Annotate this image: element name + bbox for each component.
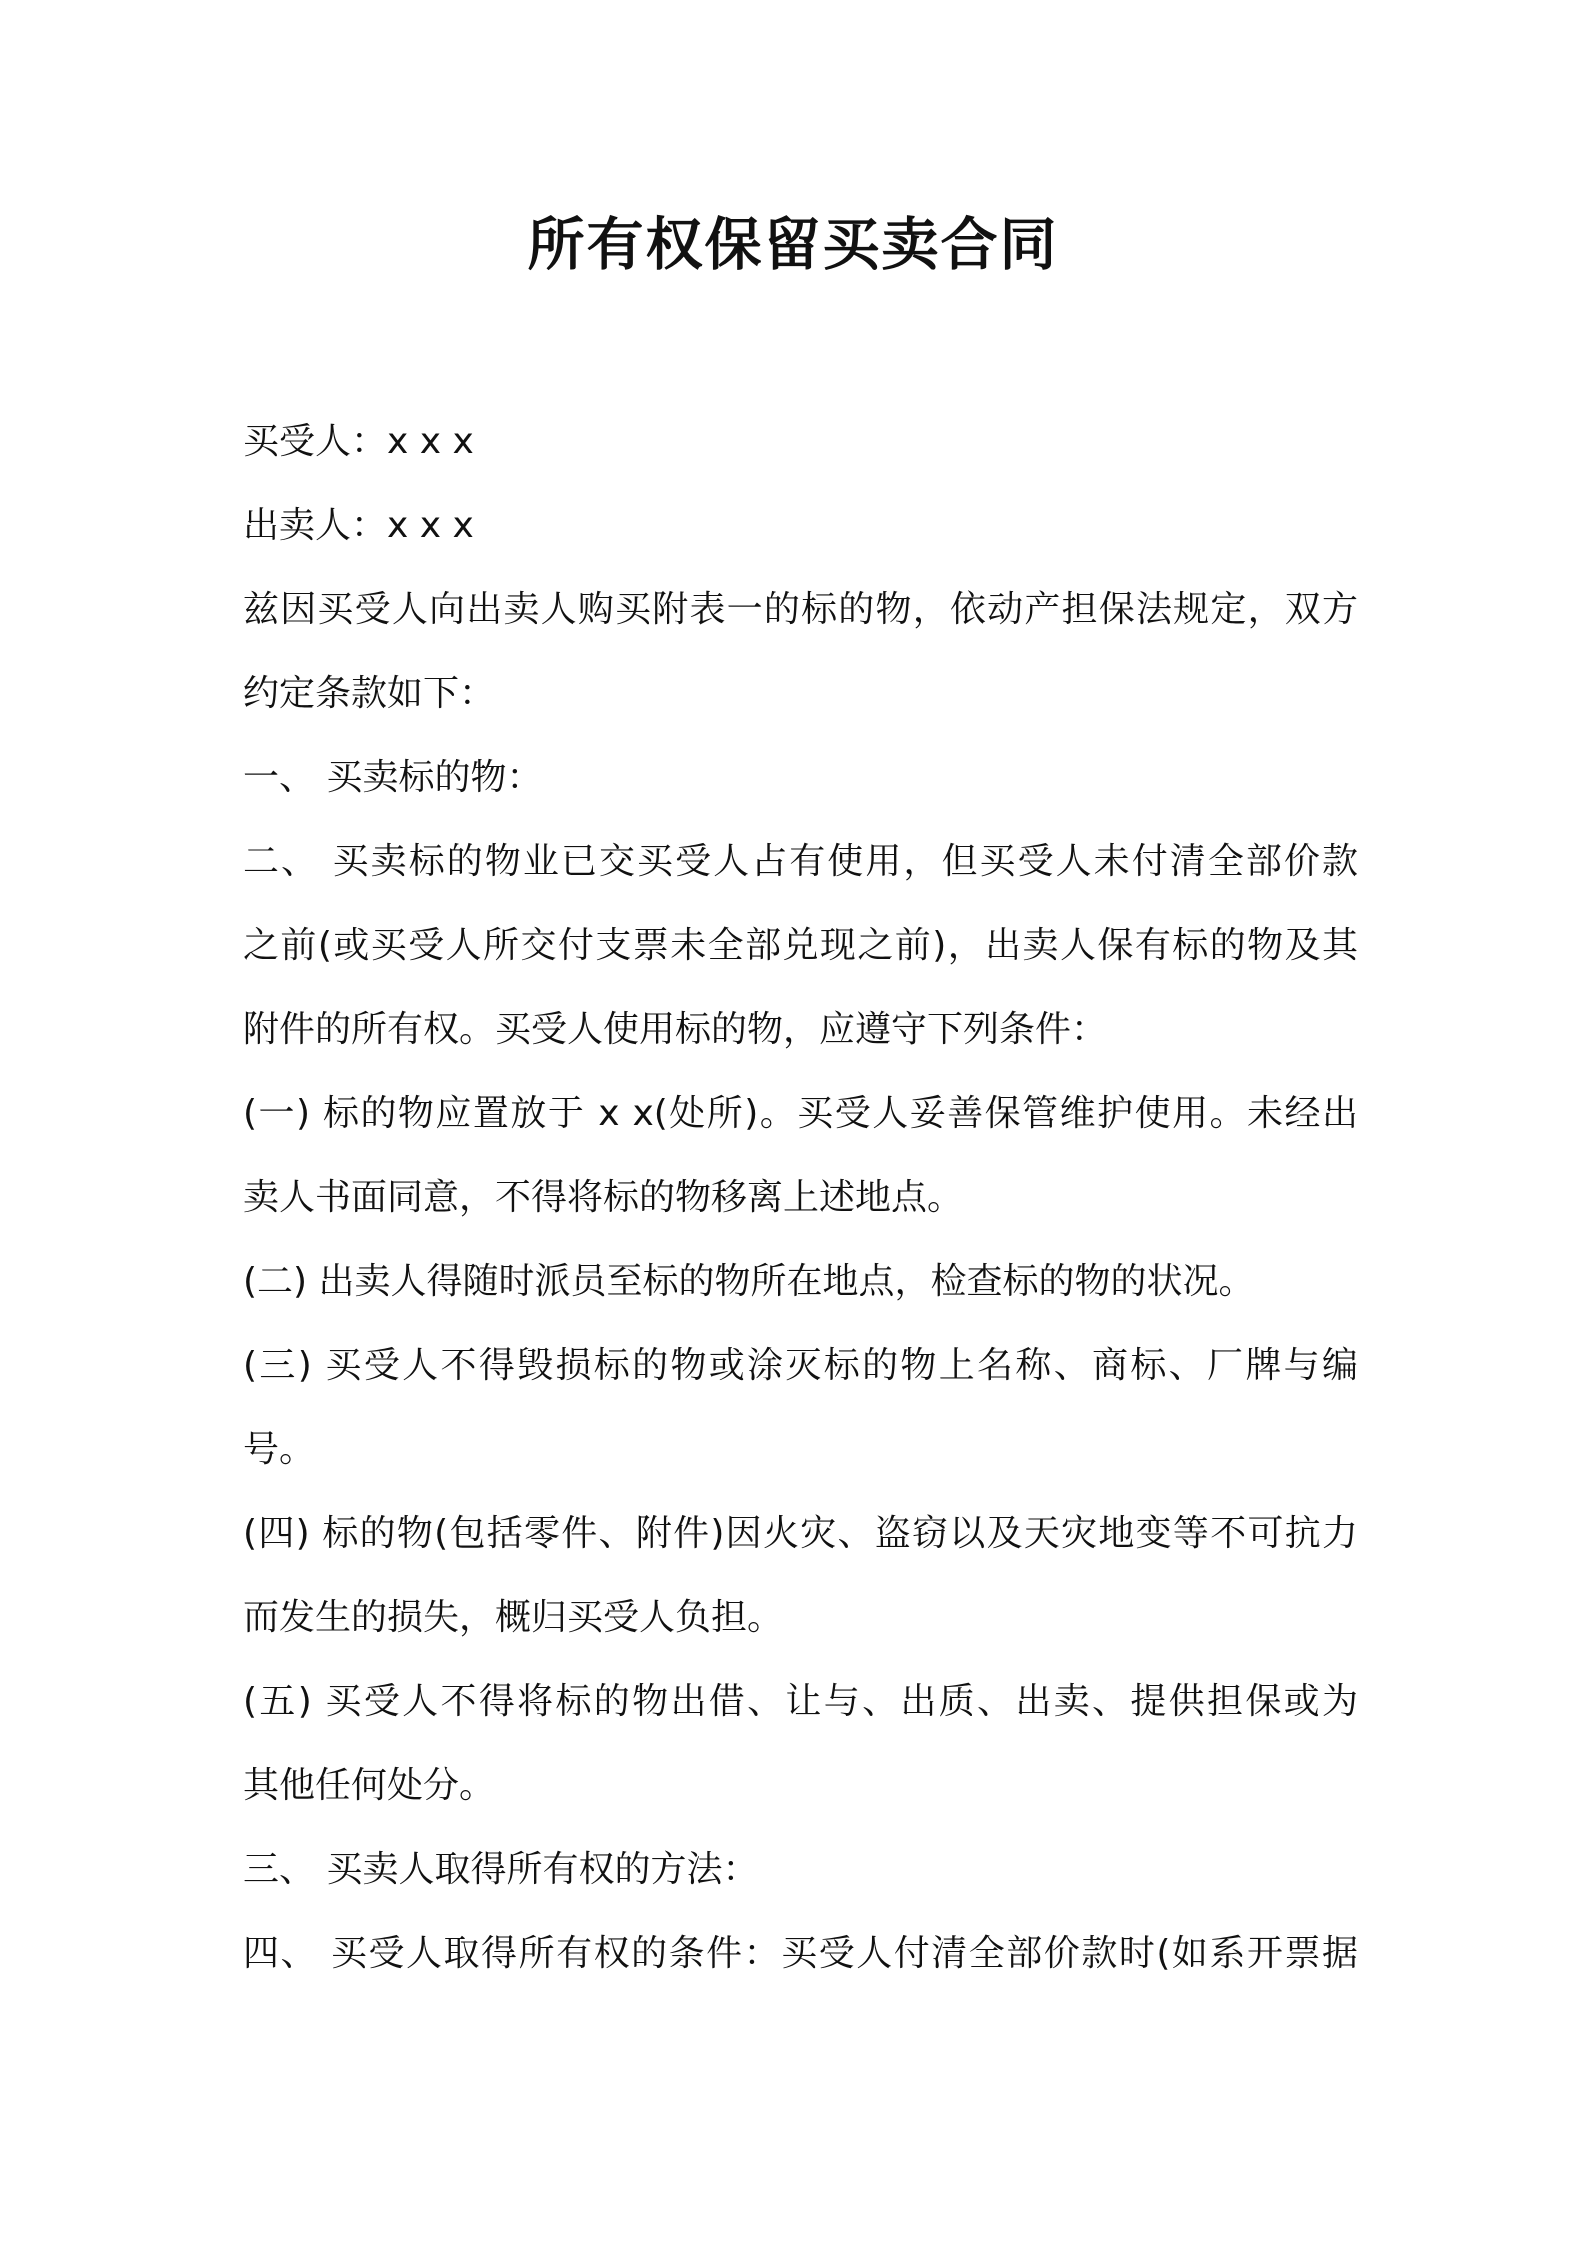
contract-body [243, 400, 1358, 1996]
seller-line: 出卖人：x x x [243, 505, 474, 546]
condition-5-line: (五) 买受人不得将标的物出借、让与、出质、出卖、提供担保或为 [243, 1681, 1358, 1722]
condition-3-line: 号。 [243, 1429, 316, 1470]
clause-2-line: 二、 买卖标的物业已交买受人占有使用，但买受人未付清全部价款 [243, 841, 1358, 882]
clause-4-line: 四、 买受人取得所有权的条件：买受人付清全部价款时(如系开票据 [243, 1933, 1358, 1974]
clause-1-line: 一、 买卖标的物： [243, 757, 543, 798]
preamble-line: 兹因买受人向出卖人购买附表一的标的物，依动产担保法规定，双方 [243, 589, 1358, 630]
condition-1-line: (一) 标的物应置放于 x x(处所)。买受人妥善保管维护使用。未经出 [243, 1093, 1358, 1134]
condition-1-line: 卖人书面同意，不得将标的物移离上述地点。 [243, 1177, 964, 1218]
clause-2-line: 附件的所有权。买受人使用标的物，应遵守下列条件： [243, 1009, 1108, 1050]
condition-5-line: 其他任何处分。 [243, 1765, 496, 1806]
condition-2-line: (二) 出卖人得随时派员至标的物所在地点，检查标的物的状况。 [243, 1261, 1255, 1302]
condition-4-line: 而发生的损失，概归买受人负担。 [243, 1597, 784, 1638]
condition-4-line: (四) 标的物(包括零件、附件)因火灾、盗窃以及天灾地变等不可抗力 [243, 1513, 1358, 1554]
contract-title: 所有权保留买卖合同 [527, 212, 1059, 278]
clause-3-line: 三、 买卖人取得所有权的方法： [243, 1849, 759, 1890]
condition-3-line: (三) 买受人不得毁损标的物或涂灭标的物上名称、商标、厂牌与编 [243, 1345, 1358, 1386]
preamble-line: 约定条款如下： [243, 673, 496, 714]
clause-2-line: 之前(或买受人所交付支票未全部兑现之前)，出卖人保有标的物及其 [243, 925, 1358, 966]
buyer-line: 买受人：x x x [243, 421, 474, 462]
